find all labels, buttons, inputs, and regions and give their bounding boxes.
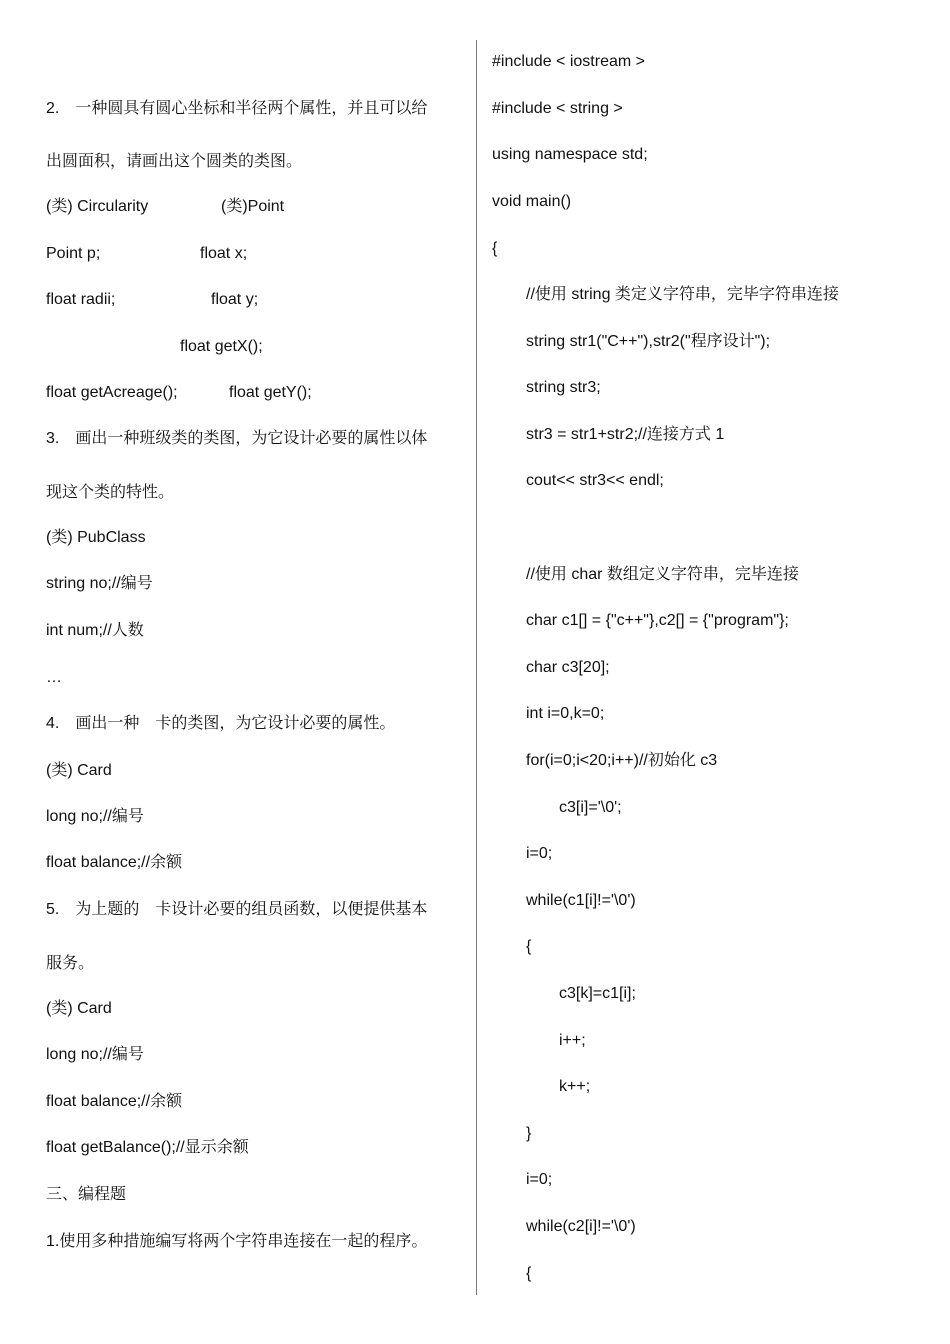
code-line: {	[526, 1265, 532, 1282]
column-divider	[476, 40, 477, 1295]
class-circularity-title: (类) Circularity	[46, 198, 149, 215]
code-line: int i=0,k=0;	[526, 705, 605, 722]
card-attr-balance: float balance;//余额	[46, 854, 183, 871]
ellipsis: …	[46, 669, 62, 686]
class-card-title: (类) Card	[46, 762, 112, 779]
question-3-text-line2: 现这个类的特性。	[46, 484, 175, 501]
question-4-text-line1: 4. 画出一种 卡的类图，为它设计必要的属性。	[46, 715, 396, 732]
programming-question-1: 1.使用多种措施编写将两个字符串连接在一起的程序。	[46, 1233, 428, 1250]
code-line: i=0;	[526, 1171, 553, 1188]
code-comment-line: //使用 char 数组定义字符串，完毕连接	[526, 566, 799, 583]
code-line: string str3;	[526, 379, 601, 396]
code-line: while(c2[i]!='\0')	[526, 1218, 636, 1235]
card-attr-no: long no;//编号	[46, 808, 144, 825]
code-line: for(i=0;i<20;i++)//初始化 c3	[526, 752, 718, 769]
code-line: char c1[] = {"c++"},c2[] = {"program"};	[526, 612, 789, 629]
point-method-gety: float getY();	[229, 384, 312, 401]
section-3-title: 三、编程题	[46, 1186, 127, 1203]
code-line: i=0;	[526, 845, 553, 862]
question-3-text-line1: 3. 画出一种班级类的类图，为它设计必要的属性以体	[46, 430, 428, 447]
code-line: string str1("C++"),str2("程序设计");	[526, 333, 771, 350]
point-method-getx: float getX();	[180, 338, 263, 355]
code-line: }	[526, 1125, 532, 1142]
question-5-text-line2: 服务。	[46, 955, 95, 972]
code-line: #include < string >	[492, 100, 623, 117]
code-line: void main()	[492, 193, 572, 210]
code-line: char c3[20];	[526, 659, 610, 676]
pubclass-attr-num: int num;//人数	[46, 622, 144, 639]
class-pubclass-title: (类) PubClass	[46, 529, 146, 546]
code-line: str3 = str1+str2;//连接方式 1	[526, 426, 725, 443]
code-line: using namespace std;	[492, 146, 648, 163]
code-line: cout<< str3<< endl;	[526, 472, 664, 489]
point-attr-y: float y;	[211, 291, 259, 308]
code-line: c3[i]='\0';	[559, 799, 622, 816]
circularity-attr-radii: float radii;	[46, 291, 116, 308]
question-5-text-line1: 5. 为上题的 卡设计必要的组员函数，以便提供基本	[46, 901, 428, 918]
code-line: k++;	[559, 1078, 591, 1095]
card2-attr-balance: float balance;//余额	[46, 1093, 183, 1110]
code-line: c3[k]=c1[i];	[559, 985, 636, 1002]
code-comment-line: //使用 string 类定义字符串，完毕字符串连接	[526, 286, 839, 303]
pubclass-attr-no: string no;//编号	[46, 575, 153, 592]
code-line: {	[526, 938, 532, 955]
question-2-text-line1: 2. 一种圆具有圆心坐标和半径两个属性，并且可以给	[46, 100, 428, 117]
card2-attr-no: long no;//编号	[46, 1046, 144, 1063]
circularity-method-getacreage: float getAcreage();	[46, 384, 178, 401]
code-line: #include < iostream >	[492, 53, 645, 70]
class-point-title: (类)Point	[221, 198, 285, 215]
code-line: while(c1[i]!='\0')	[526, 892, 636, 909]
question-2-text-line2: 出圆面积，请画出这个圆类的类图。	[46, 153, 303, 170]
point-attr-x: float x;	[200, 245, 248, 262]
circularity-attr-point: Point p;	[46, 245, 101, 262]
code-line: {	[492, 240, 498, 257]
card2-method-getbalance: float getBalance();//显示余额	[46, 1139, 249, 1156]
class-card-title-2: (类) Card	[46, 1000, 112, 1017]
code-line: i++;	[559, 1032, 586, 1049]
